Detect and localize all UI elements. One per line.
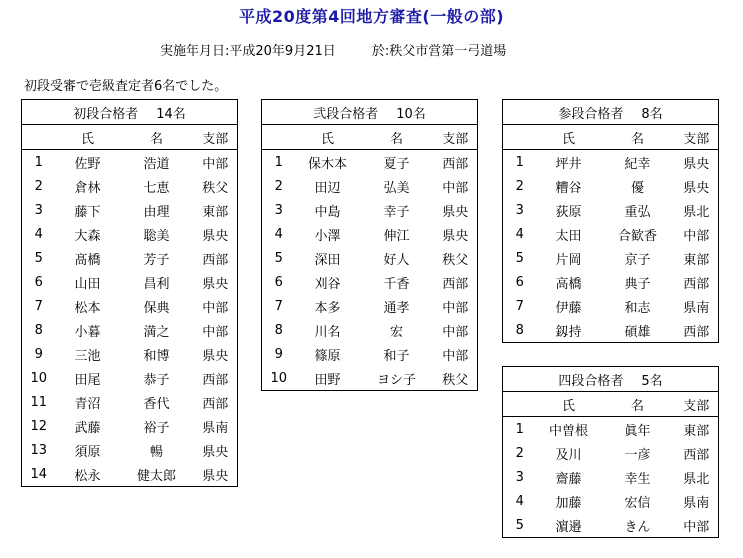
row-number: 6: [34, 274, 43, 290]
table-row: [262, 222, 478, 246]
caption-count: 10名: [396, 106, 426, 122]
given-name: ヨシ子: [376, 372, 416, 388]
caption-label: 弐段合格者: [313, 106, 379, 122]
table-row: [22, 390, 238, 414]
caption-count: 14名: [156, 106, 186, 122]
branch: 西部: [202, 252, 229, 268]
family-name: 青沼: [74, 396, 101, 412]
sandan-table: [502, 99, 719, 343]
family-name: 田野: [314, 372, 341, 388]
family-name: 山田: [74, 276, 101, 292]
table-row: [262, 270, 478, 294]
branch: 県央: [202, 276, 229, 292]
exam-info: [160, 40, 506, 59]
given-name: 健太郎: [136, 468, 176, 484]
table-row: [22, 342, 238, 366]
branch: 東部: [683, 423, 710, 439]
page-title: 平成20度第4回地方審査(一般の部): [238, 7, 505, 26]
table-row: [22, 246, 238, 270]
row-number: 7: [34, 298, 43, 314]
col-no: [262, 125, 296, 150]
given-name: 満之: [143, 324, 170, 340]
table-row: [503, 270, 719, 294]
table-row: [503, 441, 719, 465]
branch: 東部: [683, 252, 710, 268]
family-name: 田尾: [74, 372, 101, 388]
family-name: 荻原: [555, 204, 582, 220]
family-name: 松本: [74, 300, 101, 316]
row-number: 2: [34, 178, 43, 194]
branch: 県央: [683, 180, 710, 196]
row-number: 4: [34, 226, 43, 242]
table-row: [22, 438, 238, 462]
row-number: 3: [274, 202, 283, 218]
row-number: 4: [274, 226, 283, 242]
family-name: 糟谷: [555, 180, 582, 196]
caption-label: 四段合格者: [558, 373, 624, 389]
row-number: 8: [34, 322, 43, 338]
given-name: 弘美: [383, 180, 410, 196]
row-number: 7: [274, 298, 283, 314]
row-number: 9: [274, 346, 283, 362]
table-row: [22, 198, 238, 222]
row-number: 9: [34, 346, 43, 362]
family-name: 小暮: [74, 324, 101, 340]
branch: 中部: [202, 156, 229, 172]
row-number: 10: [270, 370, 288, 386]
row-number: 7: [515, 298, 524, 314]
table-row: [503, 150, 719, 175]
family-name: 三池: [74, 348, 101, 364]
caption-count: 8名: [641, 106, 663, 122]
row-number: 10: [30, 370, 48, 386]
table-row: [262, 150, 478, 175]
given-name: 重弘: [624, 204, 651, 220]
col-branch: 支部: [675, 125, 719, 150]
table-row: [262, 246, 478, 270]
family-name: 及川: [555, 447, 582, 463]
given-name: 優: [630, 180, 644, 196]
grade-note: 初段受審で壱級査定者6名でした。: [24, 79, 228, 94]
col-given: 名: [120, 125, 194, 150]
given-name: きん: [624, 519, 651, 535]
exam-place: 於:秩父市営第一弓道場: [371, 44, 507, 59]
shodan-table: [21, 99, 238, 487]
given-name: 裕子: [143, 420, 170, 436]
given-name: 眞年: [624, 423, 651, 439]
branch: 中部: [683, 228, 710, 244]
table-row: [22, 270, 238, 294]
given-name: 夏子: [383, 156, 410, 172]
row-number: 1: [274, 154, 283, 170]
col-branch: 支部: [194, 125, 238, 150]
given-name: 芳子: [143, 252, 170, 268]
branch: 西部: [202, 372, 229, 388]
col-no: [503, 392, 537, 417]
given-name: 好人: [383, 252, 410, 268]
branch: 東部: [202, 204, 229, 220]
row-number: 4: [515, 493, 524, 509]
row-number: 3: [34, 202, 43, 218]
given-name: 和子: [383, 348, 410, 364]
branch: 県央: [202, 228, 229, 244]
branch: 西部: [442, 156, 469, 172]
row-number: 5: [515, 250, 524, 266]
col-branch: 支部: [434, 125, 478, 150]
branch: 県北: [683, 471, 710, 487]
row-number: 6: [274, 274, 283, 290]
row-number: 6: [515, 274, 524, 290]
family-name: 伊藤: [555, 300, 582, 316]
branch: 中部: [683, 519, 710, 535]
branch: 県央: [683, 156, 710, 172]
table-row: [262, 318, 478, 342]
col-given: 名: [360, 125, 434, 150]
given-name: 昌利: [143, 276, 170, 292]
family-name: 坪井: [555, 156, 582, 172]
family-name: 篠原: [314, 348, 341, 364]
table-row: [22, 294, 238, 318]
family-name: 片岡: [555, 252, 582, 268]
family-name: 高橋: [555, 276, 582, 292]
given-name: 伸江: [383, 228, 410, 244]
branch: 中部: [202, 324, 229, 340]
given-name: 典子: [624, 276, 651, 292]
table-row: [262, 342, 478, 366]
given-name: 浩道: [143, 156, 170, 172]
table-row: [22, 174, 238, 198]
branch: 中部: [202, 300, 229, 316]
branch: 県央: [202, 348, 229, 364]
table-row: [22, 414, 238, 438]
given-name: 七恵: [143, 180, 170, 196]
family-name: 大森: [74, 228, 101, 244]
row-number: 8: [515, 322, 524, 338]
given-name: 宏信: [624, 495, 651, 511]
family-name: 齋藤: [555, 471, 582, 487]
family-name: 武藤: [74, 420, 101, 436]
branch: 秩父: [442, 252, 469, 268]
family-name: 倉林: [74, 180, 101, 196]
family-name: 刈谷: [314, 276, 341, 292]
branch: 中部: [442, 348, 469, 364]
given-name: 聡美: [143, 228, 170, 244]
family-name: 深田: [314, 252, 341, 268]
exam-date: 実施年月日:平成20年9月21日: [160, 44, 336, 59]
table-row: [503, 174, 719, 198]
family-name: 松永: [74, 468, 101, 484]
branch: 県北: [683, 204, 710, 220]
branch: 県央: [442, 204, 469, 220]
table-row: [503, 318, 719, 343]
branch: 県南: [202, 420, 229, 436]
row-number: 5: [34, 250, 43, 266]
family-name: 田辺: [314, 180, 341, 196]
col-family: 氏: [537, 125, 601, 150]
caption-label: 参段合格者: [558, 106, 624, 122]
table-caption: [22, 100, 238, 125]
col-no: [22, 125, 56, 150]
family-name: 須原: [74, 444, 101, 460]
row-number: 1: [34, 154, 43, 170]
branch: 西部: [683, 324, 710, 340]
given-name: 暢: [149, 444, 163, 460]
table-caption: [503, 100, 719, 125]
table-row: [503, 198, 719, 222]
branch: 県央: [202, 468, 229, 484]
table-row: [503, 222, 719, 246]
branch: 中部: [442, 324, 469, 340]
family-name: 太田: [555, 228, 582, 244]
row-number: 11: [30, 394, 48, 410]
branch: 県央: [442, 228, 469, 244]
family-name: 髙橋: [74, 252, 101, 268]
family-name: 中島: [314, 204, 341, 220]
row-number: 1: [515, 421, 524, 437]
given-name: 京子: [624, 252, 651, 268]
table-row: [503, 417, 719, 442]
table-row: [503, 489, 719, 513]
table-row: [503, 294, 719, 318]
branch: 県南: [683, 495, 710, 511]
given-name: 碩雄: [624, 324, 651, 340]
given-name: 恭子: [143, 372, 170, 388]
table-row: [503, 246, 719, 270]
row-number: 5: [515, 517, 524, 533]
given-name: 和志: [624, 300, 651, 316]
row-number: 1: [515, 154, 524, 170]
col-given: 名: [601, 125, 675, 150]
table-caption: [503, 367, 719, 392]
table-row: [22, 318, 238, 342]
table-row: [503, 513, 719, 538]
row-number: 12: [30, 418, 48, 434]
given-name: 千香: [383, 276, 410, 292]
family-name: 本多: [314, 300, 341, 316]
family-name: 釼持: [555, 324, 582, 340]
table-row: [262, 174, 478, 198]
given-name: 宏: [389, 324, 403, 340]
col-no: [503, 125, 537, 150]
family-name: 加藤: [555, 495, 582, 511]
table-row: [262, 366, 478, 391]
row-number: 4: [515, 226, 524, 242]
yondan-table: [502, 366, 719, 538]
table-row: [22, 462, 238, 487]
col-branch: 支部: [675, 392, 719, 417]
row-number: 2: [515, 445, 524, 461]
nidan-table: [261, 99, 478, 391]
family-name: 小澤: [314, 228, 341, 244]
row-number: 8: [274, 322, 283, 338]
branch: 西部: [683, 447, 710, 463]
given-name: 香代: [143, 396, 170, 412]
given-name: 幸子: [383, 204, 410, 220]
branch: 秩父: [202, 180, 229, 196]
row-number: 2: [515, 178, 524, 194]
branch: 西部: [202, 396, 229, 412]
given-name: 紀幸: [624, 156, 651, 172]
table-row: [503, 465, 719, 489]
family-name: 中曽根: [548, 423, 588, 439]
col-given: 名: [601, 392, 675, 417]
given-name: 保典: [143, 300, 170, 316]
given-name: 由理: [143, 204, 170, 220]
caption-count: 5名: [641, 373, 663, 389]
caption-label: 初段合格者: [73, 106, 139, 122]
table-caption: [262, 100, 478, 125]
branch: 県央: [202, 444, 229, 460]
family-name: 川名: [314, 324, 341, 340]
row-number: 5: [274, 250, 283, 266]
family-name: 藤下: [74, 204, 101, 220]
family-name: 濵邉: [555, 519, 582, 535]
table-row: [262, 294, 478, 318]
branch: 西部: [683, 276, 710, 292]
row-number: 14: [30, 466, 48, 482]
branch: 中部: [442, 180, 469, 196]
col-family: 氏: [537, 392, 601, 417]
table-row: [22, 222, 238, 246]
branch: 秩父: [442, 372, 469, 388]
given-name: 一彦: [624, 447, 651, 463]
branch: 中部: [442, 300, 469, 316]
given-name: 幸生: [624, 471, 651, 487]
row-number: 13: [30, 442, 48, 458]
table-row: [22, 150, 238, 175]
given-name: 合歓香: [617, 228, 657, 244]
table-row: [22, 366, 238, 390]
branch: 西部: [442, 276, 469, 292]
family-name: 保木本: [307, 156, 347, 172]
family-name: 佐野: [74, 156, 101, 172]
branch: 県南: [683, 300, 710, 316]
table-row: [262, 198, 478, 222]
col-family: 氏: [296, 125, 360, 150]
col-family: 氏: [56, 125, 120, 150]
given-name: 和博: [143, 348, 170, 364]
row-number: 3: [515, 469, 524, 485]
row-number: 3: [515, 202, 524, 218]
row-number: 2: [274, 178, 283, 194]
given-name: 通孝: [383, 300, 410, 316]
